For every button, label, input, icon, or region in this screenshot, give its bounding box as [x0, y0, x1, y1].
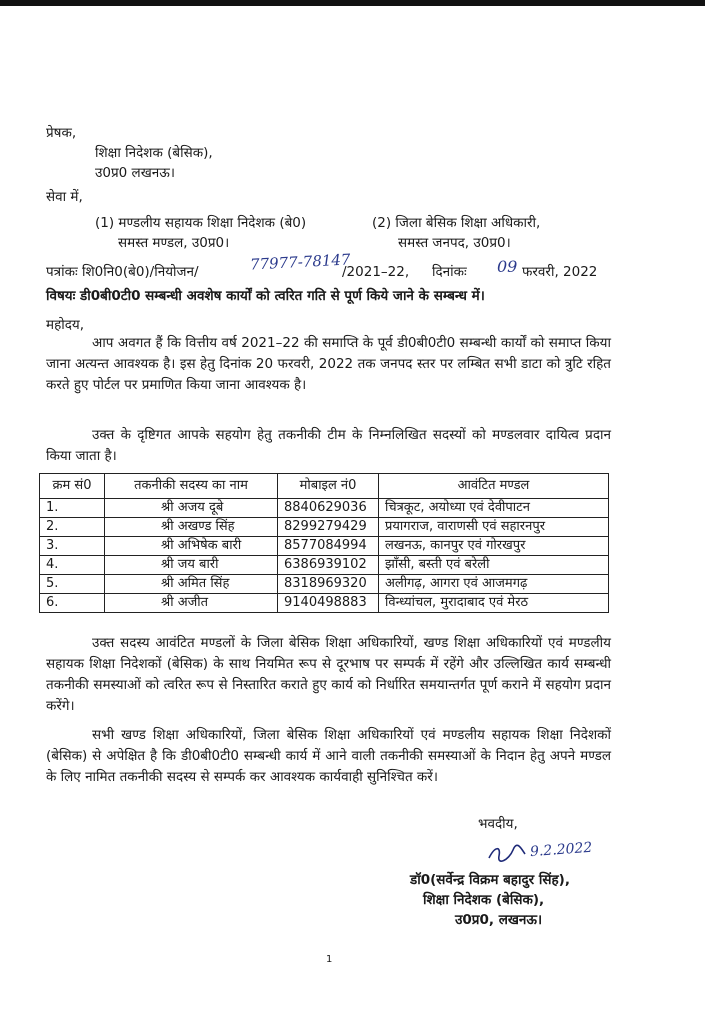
serial-cell: 5.: [40, 575, 105, 594]
page-number: 1: [326, 954, 333, 965]
serial-cell: 1.: [40, 499, 105, 518]
recipient-2-line-1: (2) जिला बेसिक शिक्षा अधिकारी,: [372, 215, 541, 231]
recipient-1-line-1: (1) मण्डलीय सहायक शिक्षा निदेशक (बे0): [95, 215, 307, 231]
division-cell: चित्रकूट, अयोध्या एवं देवीपाटन: [379, 499, 609, 518]
division-cell: विन्ध्यांचल, मुरादाबाद एवं मेरठ: [379, 594, 609, 613]
salutation: महोदय,: [46, 317, 85, 333]
mobile-cell: 8318969320: [278, 575, 379, 594]
recipient-1-line-2: समस्त मण्डल, उ0प्र0।: [118, 235, 230, 251]
handwritten-letter-number: 77977-78147: [249, 250, 351, 274]
handwritten-sign-date: 9.2.2022: [529, 839, 593, 861]
division-cell: अलीगढ़, आगरा एवं आजमगढ़: [379, 575, 609, 594]
sign-off: भवदीय,: [478, 816, 518, 832]
division-cell: प्रयागराज, वाराणसी एवं सहारनपुर: [379, 518, 609, 537]
serial-cell: 3.: [40, 537, 105, 556]
signature-scribble: [487, 842, 527, 864]
serial-cell: 6.: [40, 594, 105, 613]
member-name-cell: श्री अभिषेक बारी: [105, 537, 278, 556]
top-border: [0, 0, 705, 6]
paragraph-4: सभी खण्ड शिक्षा अधिकारियों, जिला बेसिक शिक्षा अधिकारियों एवं मण्डलीय सहायक शिक्षा निदेशकों (बेसिक) से अपेक्षित है कि डी0बी0टी0 सम्बन्धी कार्य में आने वाली तकनीकी समस्याओं के निदान हेतु अपने मण्डल के लिए नामित तकनीकी सदस्य से सम्पर्क कर आवश्यक कार्यवाही सुनिश्चित करें।: [46, 727, 611, 785]
paragraph-3: उक्त सदस्य आवंटित मण्डलों के जिला बेसिक शिक्षा अधिकारियों, खण्ड शिक्षा अधिकारियों एवं मण्डलीय सहायक शिक्षा निदेशकों (बेसिक) के साथ नियमित रूप से दूरभाष पर सम्पर्क में रहेंगे और उल्लिखित कार्य सम्बन्धी तकनीकी समस्याओं को त्वरित रूप से निस्तारित कराते हुए कार्य को निर्धारित समयान्तर्गत पूर्ण कराने में सहयोग प्रदान करेंगे।: [46, 635, 611, 714]
signatory-designation: शिक्षा निदेशक (बेसिक),: [423, 892, 545, 908]
paragraph-2: उक्त के दृष्टिगत आपके सहयोग हेतु तकनीकी टीम के निम्नलिखित सदस्यों को मण्डलवार दायित्व प्रदान किया जाता है।: [46, 427, 611, 464]
division-cell: झाँसी, बस्ती एवं बरेली: [379, 556, 609, 575]
subject-line: विषयः डी0बी0टी0 सम्बन्धी अवशेष कार्यों को त्वरित गति से पूर्ण किये जाने के सम्बन्ध में।: [46, 288, 485, 304]
sender-location: उ0प्र0 लखनऊ।: [95, 165, 175, 181]
signatory-location: उ0प्र0, लखनऊ।: [455, 912, 543, 928]
technical-team-table: [39, 473, 609, 613]
division-cell: लखनऊ, कानपुर एवं गोरखपुर: [379, 537, 609, 556]
sender-label: प्रेषक,: [46, 125, 77, 141]
mobile-cell: 8577084994: [278, 537, 379, 556]
date-label: दिनांकः: [432, 264, 467, 280]
reference-suffix: /2021–22,: [342, 264, 410, 280]
member-name-cell: श्री अजीत: [105, 594, 278, 613]
table-row: [40, 575, 609, 594]
member-name-cell: श्री अखण्ड सिंह: [105, 518, 278, 537]
mobile-cell: 6386939102: [278, 556, 379, 575]
member-name-cell: श्री अजय दूबे: [105, 499, 278, 518]
paragraph-1: आप अवगत हैं कि वित्तीय वर्ष 2021–22 की समाप्ति के पूर्व डी0बी0टी0 सम्बन्धी कार्यों को समाप्त किया जाना अत्यन्त आवश्यक है। इस हेतु दिनांक 20 फरवरी, 2022 तक जनपद स्तर पर लम्बित सभी डाटा को त्रुटि रहित करते हुए पोर्टल पर प्रमाणित किया जाना आवश्यक है।: [46, 335, 611, 393]
mobile-cell: 8299279429: [278, 518, 379, 537]
signatory-name: डॉ0(सर्वेन्द्र विक्रम बहादुर सिंह),: [410, 872, 570, 888]
mobile-cell: 8840629036: [278, 499, 379, 518]
sender-designation: शिक्षा निदेशक (बेसिक),: [95, 145, 213, 161]
table-header-row: [40, 474, 609, 499]
serial-cell: 2.: [40, 518, 105, 537]
serial-cell: 4.: [40, 556, 105, 575]
date-rest: फरवरी, 2022: [522, 264, 598, 280]
recipient-2-line-2: समस्त जनपद, उ0प्र0।: [398, 235, 511, 251]
recipients-label: सेवा में,: [46, 189, 83, 205]
member-name-cell: श्री अमित सिंह: [105, 575, 278, 594]
mobile-cell: 9140498883: [278, 594, 379, 613]
table-row: [40, 594, 609, 613]
handwritten-day: 09: [497, 257, 518, 276]
reference-prefix: पत्रांकः शि0नि0(बे0)/नियोजन/: [46, 264, 199, 280]
table-row: [40, 518, 609, 537]
member-name-cell: श्री जय बारी: [105, 556, 278, 575]
header-division: आवंटित मण्डल: [379, 474, 609, 499]
header-serial: क्रम सं0: [40, 474, 105, 499]
table-row: [40, 499, 609, 518]
header-mobile: मोबाइल नं0: [278, 474, 379, 499]
table-row: [40, 537, 609, 556]
header-member-name: तकनीकी सदस्य का नाम: [105, 474, 278, 499]
table-row: [40, 556, 609, 575]
